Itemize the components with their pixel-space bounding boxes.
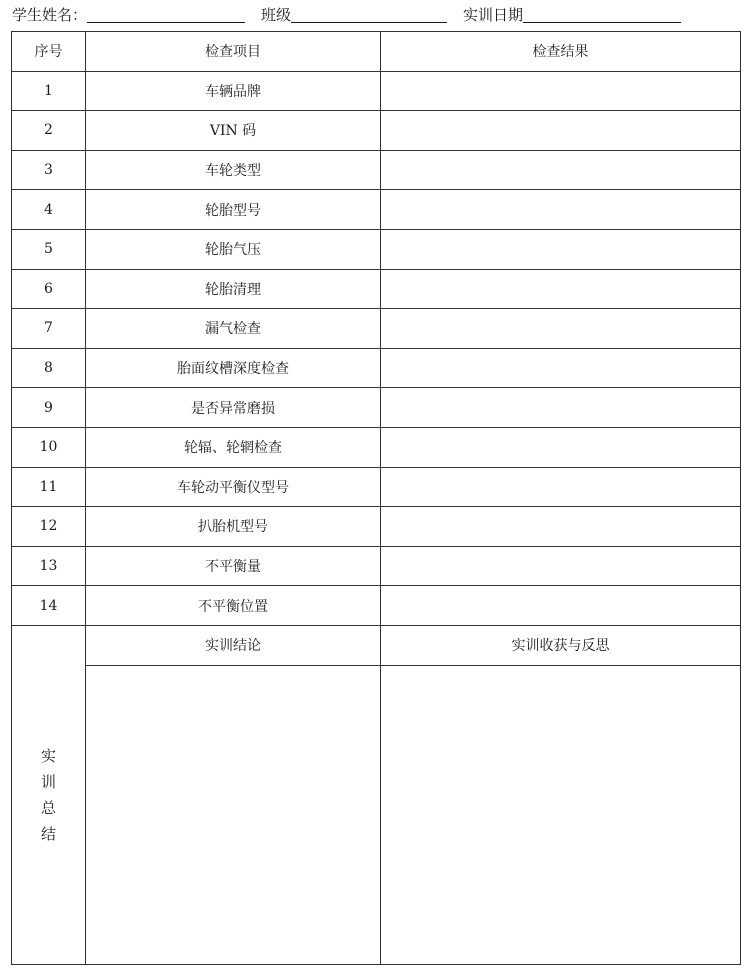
conclusion-cell[interactable] [86,665,381,964]
row-item: 扒胎机型号 [86,507,381,547]
table-row [12,269,741,309]
student-name-label: 学生姓名： [12,6,88,24]
table-row [12,229,741,269]
row-item: 是否异常磨损 [86,388,381,428]
col-header-no: 序号 [12,32,86,72]
row-number: 13 [12,546,86,586]
class-label: 班级 [261,6,292,24]
row-number: 1 [12,71,86,111]
date-field[interactable] [523,4,681,23]
table-row [12,546,741,586]
row-item: 轮胎清理 [86,269,381,309]
table-row [12,388,741,428]
summary-header-row [12,625,741,665]
row-result-cell[interactable] [381,388,741,428]
row-item: 车轮动平衡仪型号 [86,467,381,507]
table-row [12,309,741,349]
row-result-cell[interactable] [381,427,741,467]
table-row [12,190,741,230]
row-number: 14 [12,586,86,626]
row-item: 漏气检查 [86,309,381,349]
row-result-cell[interactable] [381,309,741,349]
header-line [12,4,738,26]
class-field[interactable] [291,4,447,23]
row-number: 6 [12,269,86,309]
row-result-cell[interactable] [381,71,741,111]
table-row [12,586,741,626]
table-row [12,348,741,388]
table-header-row [12,32,741,72]
row-number: 12 [12,507,86,547]
row-result-cell[interactable] [381,150,741,190]
col-header-result: 检查结果 [381,32,741,72]
row-item: 不平衡位置 [86,586,381,626]
row-item: 轮胎气压 [86,229,381,269]
row-result-cell[interactable] [381,586,741,626]
conclusion-header: 实训结论 [86,625,381,665]
row-result-cell[interactable] [381,190,741,230]
row-result-cell[interactable] [381,229,741,269]
table-row [12,507,741,547]
table-row [12,71,741,111]
row-item: 轮辐、轮辋检查 [86,427,381,467]
row-item: 车辆品牌 [86,71,381,111]
row-number: 11 [12,467,86,507]
summary-label-cell [12,625,86,964]
summary-body-row [12,665,741,964]
reflection-header: 实训收获与反思 [381,625,741,665]
row-number: 8 [12,348,86,388]
student-name-field[interactable] [87,4,245,23]
row-number: 5 [12,229,86,269]
table-row [12,150,741,190]
row-number: 4 [12,190,86,230]
row-item: 车轮类型 [86,150,381,190]
row-item: 轮胎型号 [86,190,381,230]
row-item: VIN 码 [86,111,381,151]
row-result-cell[interactable] [381,467,741,507]
row-number: 10 [12,427,86,467]
reflection-cell[interactable] [381,665,741,964]
col-header-item: 检查项目 [86,32,381,72]
table-row [12,467,741,507]
row-number: 7 [12,309,86,349]
row-number: 3 [12,150,86,190]
row-result-cell[interactable] [381,111,741,151]
row-result-cell[interactable] [381,348,741,388]
row-result-cell[interactable] [381,507,741,547]
row-number: 2 [12,111,86,151]
table-row [12,111,741,151]
table-row [12,427,741,467]
row-number: 9 [12,388,86,428]
inspection-table [11,31,741,965]
date-label: 实训日期 [463,6,524,24]
row-result-cell[interactable] [381,269,741,309]
summary-label: 实训总结 [41,746,57,843]
row-item: 不平衡量 [86,546,381,586]
row-result-cell[interactable] [381,546,741,586]
row-item: 胎面纹槽深度检查 [86,348,381,388]
